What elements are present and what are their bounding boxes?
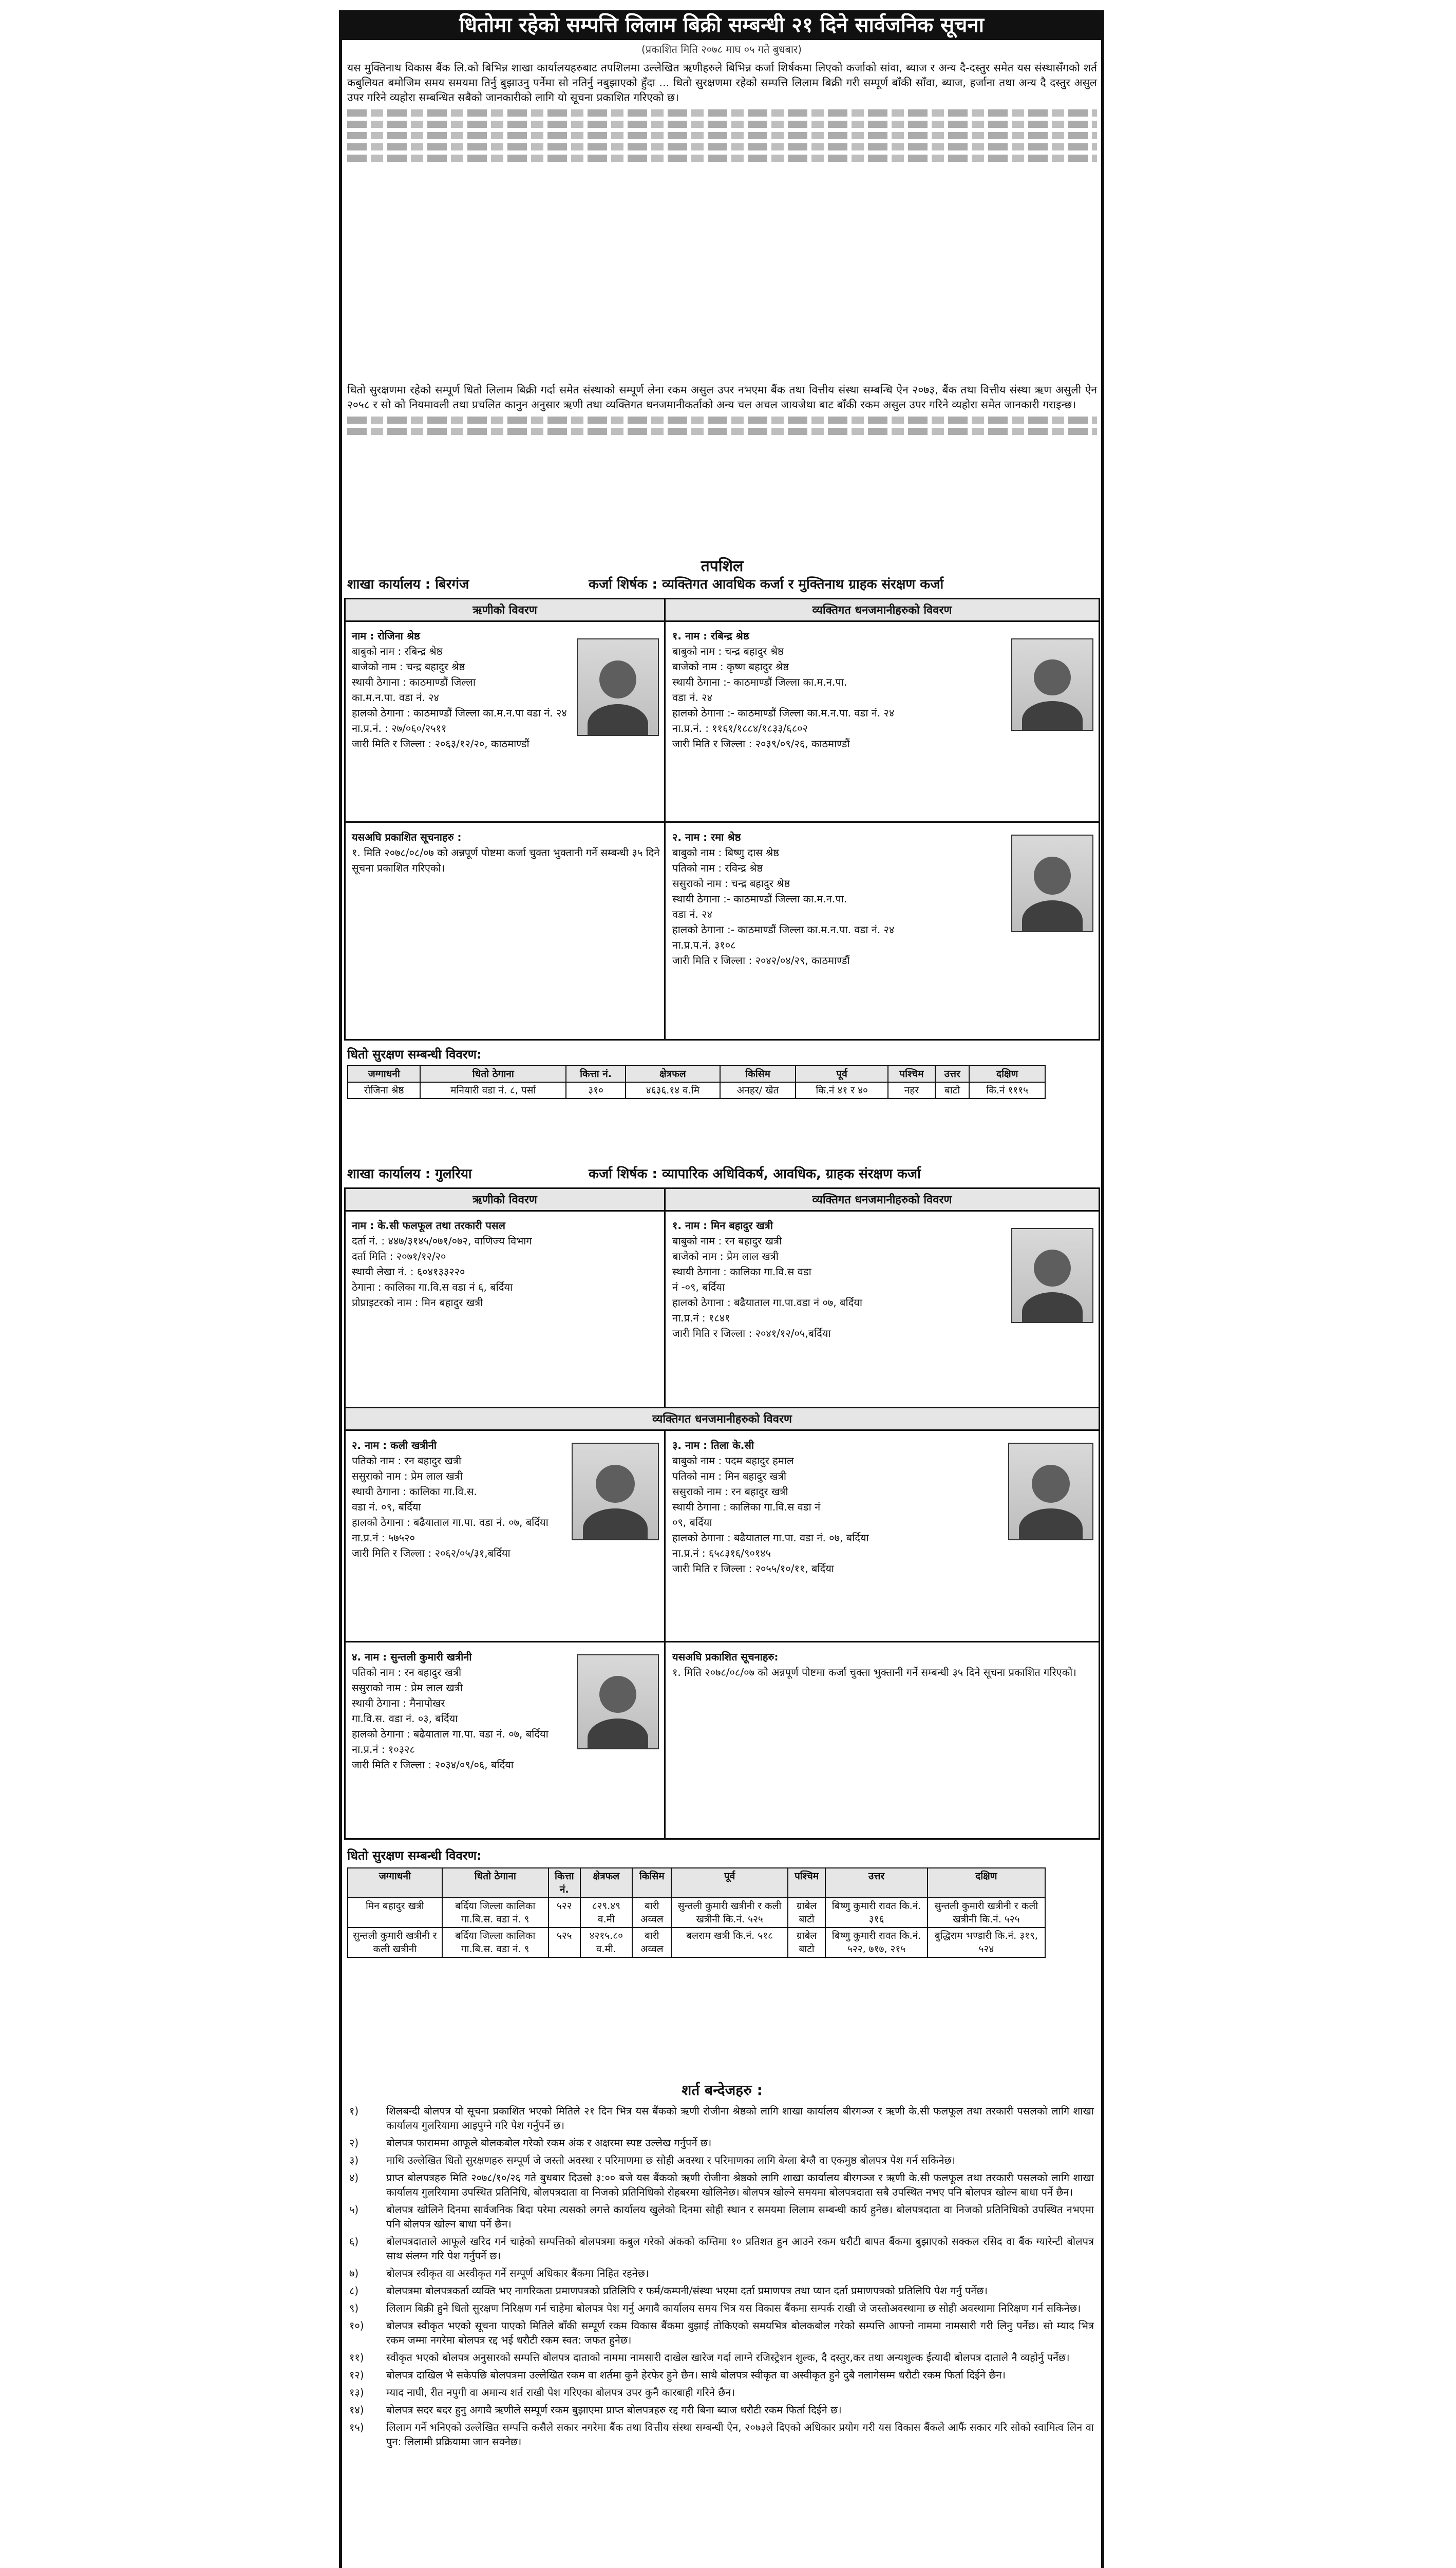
cell: बुद्धिराम भण्डारी कि.नं. ३१९, ५२४ [928, 1928, 1045, 1957]
term-number: ८) [349, 2284, 359, 2297]
block1-details-table [344, 598, 1100, 1041]
guarantor-ward: वडा नं. २४ [672, 691, 712, 704]
term-text: बोलपत्र खोलिने दिनमा सार्वजनिक बिदा परेमा त्यसको लगत्ते कार्यालय खुलेको दिनमा सोही स्थान र समयमा लिलाम सम्बन्धी कार्य हुनेछ। बोलपत्रदाता वा निजको प्रतिनिधिको उपस्थित नभएमा पनि बोलपत्र खोल्न बाधा पर्ने छैन। [386, 2203, 1094, 2230]
term-item [349, 2318, 1094, 2347]
borrower-proprietor: प्रोप्राइटरको नाम : मिन बहादुर खत्री [352, 1296, 483, 1309]
divider [346, 1641, 1099, 1642]
borrower-pan: स्थायी लेखा नं. : ६०४१३३२२० [352, 1266, 465, 1278]
term-number: १४) [349, 2404, 364, 2416]
paragraph-lines [347, 109, 1097, 117]
col-owner: जग्गाधनी [348, 1066, 420, 1082]
table-header-row [348, 1868, 1045, 1898]
guarantor-perm-address: स्थायी ठेगाना : मैनापोखर [352, 1697, 445, 1709]
block2-mid-head: व्यक्तिगत धनजमानीहरुको विवरण [346, 1408, 1099, 1431]
cell: सुन्तली कुमारी खत्रीनी र कली खत्रीनी [348, 1928, 442, 1957]
term-number: १०) [349, 2319, 364, 2332]
block2-loan-head: कर्जा शिर्षक : व्यापारिक अधिविकर्ष, आवधिक, ग्राहक संरक्षण कर्जा [589, 1166, 921, 1182]
term-item [349, 2153, 1094, 2167]
guarantor-father: बाबुको नाम : पदम बहादुर हमाल [672, 1455, 794, 1467]
paragraph-lines [347, 121, 1097, 128]
guarantor-name: २. नाम : कली खत्रीनी [352, 1439, 437, 1451]
term-text: बोलपत्र सदर बदर हुनु अगावै ऋणीले सम्पूर्ण रकम बुझाएमा प्राप्त बोलपत्रहरु रद्द गरी बिना ब्याज धरौटी रकम फिर्ता दिईने छ। [386, 2404, 842, 2416]
guarantor-citizenship: ना.प्र.नं. : ११६१/१८८४/१८३३/६८०२ [672, 722, 808, 734]
intro-paragraph-2 [347, 383, 1097, 439]
block1-branch: शाखा कार्यालय : बिरगंज [347, 577, 469, 592]
guarantor-father: बाबुको नाम : बिष्णु दास श्रेष्ठ [672, 846, 780, 859]
guarantor-citizenship: ना.प्र.नं : १८४१ [672, 1312, 730, 1324]
col-type: किसिम [632, 1868, 671, 1898]
block1-loan-head: कर्जा शिर्षक : व्यक्तिगत आवधिक कर्जा र मुक्तिनाथ ग्राहक संरक्षण कर्जा [589, 577, 944, 592]
paragraph-lines [347, 143, 1097, 150]
block2-collateral-title: धितो सुरक्षण सम्बन्धी विवरण: [347, 1848, 482, 1863]
term-text: लिलाम बिक्री हुने धितो सुरक्षण निरिक्षण गर्न चाहेमा बोलपत्र पेश गर्नु अगावै कार्यालय समय भित्र यस विकास बैंकमा सम्पर्क राखी जे जस्तोअवस्थामा छ सोही अवस्थामा निरिक्षण गर्न सकिनेछ। [386, 2302, 1081, 2314]
block2-details-table [344, 1187, 1100, 1840]
block2-col-borrower: ऋणीको विवरण [346, 1189, 664, 1212]
term-number: २) [349, 2137, 359, 2149]
divider [664, 821, 1099, 823]
block2-prior-notices [672, 1649, 1093, 1680]
notice-title: धितोमा रहेको सम्पत्ति लिलाम बिक्री सम्बन्धी २१ दिने सार्वजनिक सूचना [459, 13, 984, 37]
prior-notice-text: १. मिति २०७८/०८/०७ को अन्नपूर्ण पोष्टमा कर्जा चुक्ता भुक्तानी गर्ने सम्बन्धी ३५ दिने सूचना प्रकाशित गरिएको। [672, 1666, 1076, 1678]
guarantor-perm-address: स्थायी ठेगाना :- काठमाण्डौं जिल्ला का.म.न.पा. [672, 676, 847, 688]
guarantor-perm-address: स्थायी ठेगाना :- काठमाण्डौं जिल्ला का.म.न.पा. [672, 893, 847, 905]
cell: मिन बहादुर खत्री [348, 1898, 442, 1928]
guarantor-current-address: हालको ठेगाना : बढैयाताल गा.पा. वडा नं. ०७, बर्दिया [352, 1516, 549, 1528]
term-item [349, 2385, 1094, 2400]
guarantor-name: १. नाम : मिन बहादुर खत्री [672, 1219, 773, 1232]
cell: ४६३६.१४ व.मि [626, 1082, 720, 1099]
guarantor-ward: वडा नं. ०९, बर्दिया [352, 1501, 421, 1513]
cell: बाटो [935, 1082, 969, 1099]
paragraph-lines [347, 155, 1097, 162]
guarantor-issue-date: जारी मिति र जिल्ला : २०४२/०४/२९, काठमाण्डौं [672, 954, 850, 967]
borrower-father: बाबुको नाम : रबिन्द्र श्रेष्ठ [352, 645, 443, 657]
cell: ग्राबेल बाटो [788, 1928, 826, 1957]
guarantor-ward: वडा नं. २४ [672, 908, 712, 920]
divider [346, 821, 664, 823]
guarantor-grandfather: बाजेको नाम : कृष्ण बहादुर श्रेष्ठ [672, 660, 789, 673]
borrower-registration: दर्ता नं. : ४४७/३१४५/०७१/०७२, वाणिज्य विभाग [352, 1235, 532, 1247]
cell: रोजिना श्रेष्ठ [348, 1082, 420, 1099]
term-number: ६) [349, 2235, 359, 2248]
cell: ५२२ [549, 1898, 580, 1928]
guarantor-issue-date: जारी मिति र जिल्ला : २०४१/१२/०५,बर्दिया [672, 1327, 831, 1339]
term-number: ११) [349, 2351, 364, 2364]
term-item [349, 2403, 1094, 2417]
guarantor-name: १. नाम : रबिन्द्र श्रेष्ठ [672, 630, 749, 642]
schedule-title: तपशिल [701, 557, 744, 575]
block1-col-borrower: ऋणीको विवरण [346, 599, 664, 622]
guarantor-name: ३. नाम : तिला के.सी [672, 1439, 754, 1451]
guarantor-issue-date: जारी मिति र जिल्ला : २०५५/१०/११, बर्दिया [672, 1562, 834, 1575]
cell: सुन्तली कुमारी खत्रीनी र कली खत्रीनी कि.नं. ५२५ [928, 1898, 1045, 1928]
guarantor-father: बाबुको नाम : रन बहादुर खत्री [672, 1235, 782, 1247]
guarantor-photo [1011, 1228, 1093, 1323]
term-item [349, 2301, 1094, 2315]
term-number: ७) [349, 2267, 359, 2279]
col-south: दक्षिण [969, 1066, 1045, 1082]
guarantor-current-address: हालको ठेगाना :- काठमाण्डौं जिल्ला का.म.न.पा. वडा नं. २४ [672, 923, 895, 936]
cell: ४२१५.८० व.मी. [580, 1928, 632, 1957]
prior-notices-title: यसअघि प्रकाशित सूचनाहरु : [352, 831, 462, 843]
guarantor-perm-address: स्थायी ठेगाना : कालिका गा.वि.स वडा [672, 1266, 811, 1278]
term-text: म्याद नाघी, रीत नपुगी वा अमान्य शर्त राखी पेश गरिएका बोलपत्र उपर कुनै कारबाही गरिने छैन। [386, 2386, 735, 2399]
col-north: उत्तर [935, 1066, 969, 1082]
guarantor-current-address: हालको ठेगाना : बढैयाताल गा.पा. वडा नं. ०७, बर्दिया [672, 1532, 869, 1544]
guarantor-photo [577, 1654, 659, 1749]
cell: मनियारी वडा नं. ८, पर्सा [420, 1082, 566, 1099]
guarantor-ward: ०९, बर्दिया [672, 1516, 712, 1528]
term-text: बोलपत्र स्वीकृत भएको सूचना पाएको मितिले बाँकी सम्पूर्ण रकम विकास बैंकमा बुझाई तोकिएको समयभित्र बोलकबोल गरेको सम्पत्ति आफ्नो नाममा नामसारी गरी लिनु पर्नेछ। सो म्याद भित्र रकम जम्मा नगरेमा बोलपत्र रद्द भई धरौटी रकम स्वत: जफत हुनेछ। [386, 2319, 1094, 2346]
divider [664, 599, 666, 1039]
term-text: बोलपत्र स्वीकृत वा अस्वीकृत गर्ने सम्पूर्ण अधिकार बैंकमा निहित रहनेछ। [386, 2267, 649, 2279]
term-item [349, 2170, 1094, 2199]
term-text: प्राप्त बोलपत्रहरु मिति २०७८/१०/२६ गते बुधबार दिउसो ३:०० बजे यस बैंकको ऋणी रोजीना श्रेष्ठको लागि शाखा कार्यालय बीरगञ्ज र ऋणी के.सी फलफूल तथा तरकारी पसलको लागि शाखा कार्यालय गुलरियामा उपस्थित प्रतिनिधि, बोलपत्रदाता वा निजको प्रतिनिधिको रोहबरमा खोलिनेछ। बोलपत्र खोल्ने समयमा बोलपत्रदाता सबै उपस्थित नभए पनि बोलपत्र खोल्न बाधा पर्ने छैन। [386, 2172, 1094, 2198]
term-number: १) [349, 2105, 359, 2117]
guarantor-citizenship: ना.प्र.नं : ६५८३१६/९०१४५ [672, 1547, 771, 1559]
block2-borrower-card [352, 1218, 660, 1310]
cell: अनहर/ खेत [720, 1082, 796, 1099]
col-owner: जग्गाधनी [348, 1868, 442, 1898]
cell: कि.नं ४१ र ४० [796, 1082, 887, 1099]
borrower-ward: का.म.न.पा. वडा नं. २४ [352, 691, 439, 704]
borrower-name: नाम : रोजिना श्रेष्ठ [352, 630, 420, 642]
table-row [348, 1928, 1045, 1957]
guarantor-current-address: हालको ठेगाना : बढैयाताल गा.पा.वडा नं ०७, बर्दिया [672, 1296, 863, 1309]
guarantor-husband: पतिको नाम : रन बहादुर खत्री [352, 1666, 462, 1678]
term-number: १५) [349, 2421, 364, 2433]
table-row [348, 1898, 1045, 1928]
term-text: माथि उल्लेखित धितो सुरक्षणहरु सम्पूर्ण जे जस्तो अवस्था र परिमाणमा छ सोही अवस्था र परिमाणका लागि बेग्ला बेग्लै वा एकमुष्ठ बोलपत्र पेश गर्न सकिनेछ। [386, 2154, 956, 2166]
term-item [349, 2283, 1094, 2298]
borrower-address: ठेगाना : कालिका गा.वि.स वडा नं ६, बर्दिया [352, 1281, 513, 1293]
col-area: क्षेत्रफल [626, 1066, 720, 1082]
table-row [348, 1082, 1045, 1099]
guarantor-grandfather: बाजेको नाम : प्रेम लाल खत्री [672, 1250, 779, 1262]
divider [664, 1189, 666, 1407]
divider [664, 1431, 666, 1838]
term-text: बोलपत्र फाराममा आफूले बोलकबोल गरेको रकम अंक र अक्षरमा स्पष्ट उल्लेख गर्नुपर्ने छ। [386, 2137, 712, 2149]
guarantor-father-in-law: ससुराको नाम : रन बहादुर खत्री [672, 1485, 788, 1498]
cell: बर्दिया जिल्ला कालिका गा.बि.स. वडा नं. ९ [442, 1928, 549, 1957]
prior-notice-text: १. मिति २०७८/०८/०७ को अन्नपूर्ण पोष्टमा कर्जा चुक्ता भुक्तानी गर्ने सम्बन्धी ३५ दिने सूचना प्रकाशित गरिएको। [352, 846, 660, 874]
col-plot: कित्ता नं. [566, 1066, 626, 1082]
intro-text: यस मुक्तिनाथ विकास बैंक लि.को बिभिन्न शाखा कार्यालयहरुबाट तपशिलमा उल्लेखित ऋणीहरुले बिभिन्न कर्जा शिर्षकमा लिएको कर्जाको सांवा, ब्याज र अन्य दै-दस्तुर समेत यस संस्थासँगको शर्त कबुलियत बमोजिम समय समयमा तिर्नु बुझाउनु पर्नेमा सो नतिर्नु नबुझाएको हुँदा ... धितो सुरक्षणमा रहेको सम्पत्ति लिलाम बिक्री गरी सम्पूर्ण बाँकी साँवा, ब्याज, हर्जाना तथा अन्य दै दस्तुर असुल उपर गरिने व्यहोरा सम्बन्धित सबैको जानकारीको लागि यो सूचना प्रकाशित गरिएको छ। [347, 62, 1097, 104]
guarantor-photo [1011, 638, 1093, 731]
intro-paragraph [347, 61, 1097, 166]
guarantor-father-in-law: ससुराको नाम : चन्द्र बहादुर श्रेष्ठ [672, 877, 790, 890]
guarantor-current-address: हालको ठेगाना : बढैयाताल गा.पा. वडा नं. ०७, बर्दिया [352, 1728, 549, 1740]
block1-collateral-table [347, 1065, 1046, 1099]
cell: ग्राबेल बाटो [788, 1898, 826, 1928]
cell: ३१० [566, 1082, 626, 1099]
guarantor-husband: पतिको नाम : रविन्द्र श्रेष्ठ [672, 862, 763, 874]
term-item [349, 2104, 1094, 2132]
cell: बर्दिया जिल्ला कालिका गा.बि.स. वडा नं. ९ [442, 1898, 549, 1928]
cell: ५२५ [549, 1928, 580, 1957]
term-text: बोलपत्रमा बोलपत्रकर्ता व्यक्ति भए नागरिकता प्रमाणपत्रको प्रतिलिपि र फर्म/कम्पनी/संस्था भएमा दर्ता प्रमाणपत्र तथा प्यान दर्ता प्रमाणपत्रको प्रतिलिपि पेश गर्नु पर्नेछ। [386, 2284, 988, 2297]
guarantor-father-in-law: ससुराको नाम : प्रेम लाल खत्री [352, 1682, 463, 1694]
col-area: क्षेत्रफल [580, 1868, 632, 1898]
prior-notices-title: यसअघि प्रकाशित सूचनाहरु: [672, 1651, 779, 1663]
borrower-photo [577, 638, 659, 736]
term-item [349, 2202, 1094, 2231]
borrower-registration-date: दर्ता मिति : २०७१/१२/२० [352, 1250, 446, 1262]
cell: नहर [888, 1082, 935, 1099]
guarantor-husband: पतिको नाम : मिन बहादुर खत्री [672, 1470, 787, 1482]
term-text: लिलाम गर्ने भनिएको उल्लेखित सम्पत्ति कसैले सकार नगरेमा बैंक तथा वित्तीय संस्था सम्बन्धी ऐन, २०७३ले दिएको अधिकार प्रयोग गरी यस विकास बैंकले आफैं सकार गरि सोको स्वामित्व लिन वा पुन: लिलामी प्रक्रियामा जान सक्नेछ। [386, 2421, 1094, 2448]
guarantor-photo [1008, 1443, 1093, 1540]
guarantor-name: ४. नाम : सुन्तली कुमारी खत्रीनी [352, 1651, 472, 1663]
block2-collateral-table [347, 1867, 1046, 1958]
block1-prior-notices [352, 829, 660, 876]
guarantor-issue-date: जारी मिति र जिल्ला : २०३४/०९/०६, बर्दिया [352, 1759, 514, 1771]
borrower-grandfather: बाजेको नाम : चन्द्र बहादुर श्रेष्ठ [352, 660, 465, 673]
borrower-name: नाम : के.सी फलफूल तथा तरकारी पसल [352, 1219, 505, 1232]
guarantor-father-in-law: ससुराको नाम : प्रेम लाल खत्री [352, 1470, 463, 1482]
guarantor-citizenship: ना.प्र.नं : १०३२८ [352, 1743, 415, 1755]
guarantor-perm-address: स्थायी ठेगाना : कालिका गा.वि.स वडा नं [672, 1501, 821, 1513]
col-plot: कित्ता नं. [549, 1868, 580, 1898]
guarantor-issue-date: जारी मिति र जिल्ला : २०६२/०५/३१,बर्दिया [352, 1547, 510, 1559]
guarantor-husband: पतिको नाम : रन बहादुर खत्री [352, 1455, 462, 1467]
guarantor-father: बाबुको नाम : चन्द्र बहादुर श्रेष्ठ [672, 645, 784, 657]
cell: कि.नं १११५ [969, 1082, 1045, 1099]
col-east: पूर्व [671, 1868, 787, 1898]
guarantor-photo [1011, 835, 1093, 932]
borrower-perm-address: स्थायी ठेगाना : काठमाण्डौं जिल्ला [352, 676, 476, 688]
term-number: ३) [349, 2154, 359, 2166]
term-text: बोलपत्रदाताले आफूले खरिद गर्न चाहेको सम्पत्तिको बोलपत्रमा कबुल गरेको अंकको कम्तिमा १० प्रतिशत हुन आउने रकम धरौटी बापत बैंकमा बुझाएको सक्कल रसिद वा बैंक ग्यारेन्टी बोलपत्र साथ संलग्न गरि पेश गर्नुपर्ने छ। [386, 2235, 1094, 2262]
intro-text-2: धितो सुरक्षणमा रहेको सम्पूर्ण धितो लिलाम बिक्री गर्दा समेत संस्थाको सम्पूर्ण लेना रकम असुल उपर नभएमा बैंक तथा वित्तीय संस्था सम्बन्धि ऐन २०७३, बैंक तथा वित्तीय संस्था ऋण असुली ऐन २०५८ र सो को नियमावली तथा प्रचलित कानुन अनुसार ऋणी तथा व्यक्तिगत धनजमानीकर्ताको अन्य चल अचल जायजेथा बाट बाँकी रकम असुल उपर गरिने व्यहोरा समेत जानकारी गराइन्छ। [347, 384, 1097, 411]
term-number: ४) [349, 2172, 359, 2184]
col-east: पूर्व [796, 1066, 887, 1082]
term-text: स्वीकृत भएको बोलपत्र अनुसारको सम्पत्ति बोलपत्र दाताको नाममा नामसारी दाखेल खारेज गर्दा लाग्ने रजिस्ट्रेशन शुल्क, दै दस्तुर,कर तथा अन्यशुल्क ईत्यादी बोलपत्र दाताले नै व्यहोर्नु पर्नेछ। [386, 2351, 1070, 2364]
title-bar [339, 10, 1104, 40]
cell: बारी अव्वल [632, 1928, 671, 1957]
col-address: धितो ठेगाना [420, 1066, 566, 1082]
paragraph-lines [347, 428, 1097, 435]
term-number: ९) [349, 2302, 359, 2314]
block2-branch: शाखा कार्यालय : गुलरिया [347, 1166, 472, 1182]
cell: बिष्णु कुमारी रावत कि.नं. ५२२, ७१७, २१५ [825, 1928, 927, 1957]
terms-list [349, 2104, 1094, 2452]
guarantor-current-address: हालको ठेगाना :- काठमाण्डौं जिल्ला का.म.न.पा. वडा नं. २४ [672, 707, 895, 719]
term-item [349, 2420, 1094, 2449]
col-type: किसिम [720, 1066, 796, 1082]
term-item [349, 2350, 1094, 2365]
block1-col-guarantor: व्यक्तिगत धनजमानीहरुको विवरण [666, 599, 1099, 622]
table-header-row [348, 1066, 1045, 1082]
publish-date: (प्रकाशित मिति २०७८ माघ ०५ गते बुधबार) [641, 43, 802, 55]
cell: ८२९.४९ व.मी [580, 1898, 632, 1928]
term-text: शिलबन्दी बोलपत्र यो सूचना प्रकाशित भएको मितिले २१ दिन भित्र यस बैंकको ऋणी रोजीना श्रेष्ठको लागि शाखा कार्यालय बीरगञ्ज र ऋणी के.सी फलफूल तथा तरकारी पसलको लागि शाखा कार्यालय गुलरियामा आइपुग्ने गरि पेश गर्नुपर्ने छ। [386, 2105, 1094, 2131]
col-north: उत्तर [825, 1868, 927, 1898]
guarantor-perm-address: स्थायी ठेगाना : कालिका गा.वि.स. [352, 1485, 477, 1498]
col-address: धितो ठेगाना [442, 1868, 549, 1898]
borrower-citizenship: ना.प्र.नं. : २७/०६०/२५११ [352, 722, 447, 734]
paragraph-lines [347, 417, 1097, 424]
guarantor-issue-date: जारी मिति र जिल्ला : २०३९/०९/२६, काठमाण्डौं [672, 738, 850, 750]
col-south: दक्षिण [928, 1868, 1045, 1898]
block2-col-guarantor: व्यक्तिगत धनजमानीहरुको विवरण [666, 1189, 1099, 1212]
cell: बारी अव्वल [632, 1898, 671, 1928]
borrower-current-address: हालको ठेगाना : काठमाण्डौं जिल्ला का.म.न.पा वडा नं. २४ [352, 707, 567, 719]
guarantor-ward: नं -०९, बर्दिया [672, 1281, 725, 1293]
term-number: १३) [349, 2386, 364, 2399]
guarantor-photo [572, 1443, 659, 1540]
terms-title: शर्त बन्देजहरु : [682, 2082, 763, 2099]
guarantor-citizenship: ना.प्र.प.नं. ३१०८ [672, 939, 736, 951]
term-item [349, 2234, 1094, 2263]
paragraph-lines [347, 132, 1097, 139]
term-text: बोलपत्र दाखिल भै सकेपछि बोलपत्रमा उल्लेखित रकम वा शर्तमा कुनै हेरफेर हुने छैन। साथै बोलपत्र स्वीकृत वा अस्वीकृत हुने दुबै नलागेसम्म धरौटी रकम फिर्ता दिईने छैन। [386, 2369, 1006, 2381]
term-item [349, 2368, 1094, 2382]
borrower-issue-date: जारी मिति र जिल्ला : २०६३/१२/२०, काठमाण्डौं [352, 738, 530, 750]
block1-collateral-title: धितो सुरक्षण सम्बन्धी विवरण: [347, 1047, 482, 1062]
guarantor-citizenship: ना.प्र.नं : ५७५२० [352, 1532, 415, 1544]
term-number: १२) [349, 2369, 364, 2381]
term-item [349, 2136, 1094, 2150]
term-item [349, 2266, 1094, 2280]
guarantor-ward: गा.वि.स. वडा नं. ०३, बर्दिया [352, 1712, 458, 1725]
col-west: पश्चिम [888, 1066, 935, 1082]
term-number: ५) [349, 2203, 359, 2216]
cell: बलराम खत्री कि.नं. ५१८ [671, 1928, 787, 1957]
cell: सुन्तली कुमारी खत्रीनी र कली खत्रीनी कि.नं. ५२५ [671, 1898, 787, 1928]
guarantor-name: २. नाम : रमा श्रेष्ठ [672, 831, 741, 843]
cell: बिष्णु कुमारी रावत कि.नं. ३१६ [825, 1898, 927, 1928]
col-west: पश्चिम [788, 1868, 826, 1898]
